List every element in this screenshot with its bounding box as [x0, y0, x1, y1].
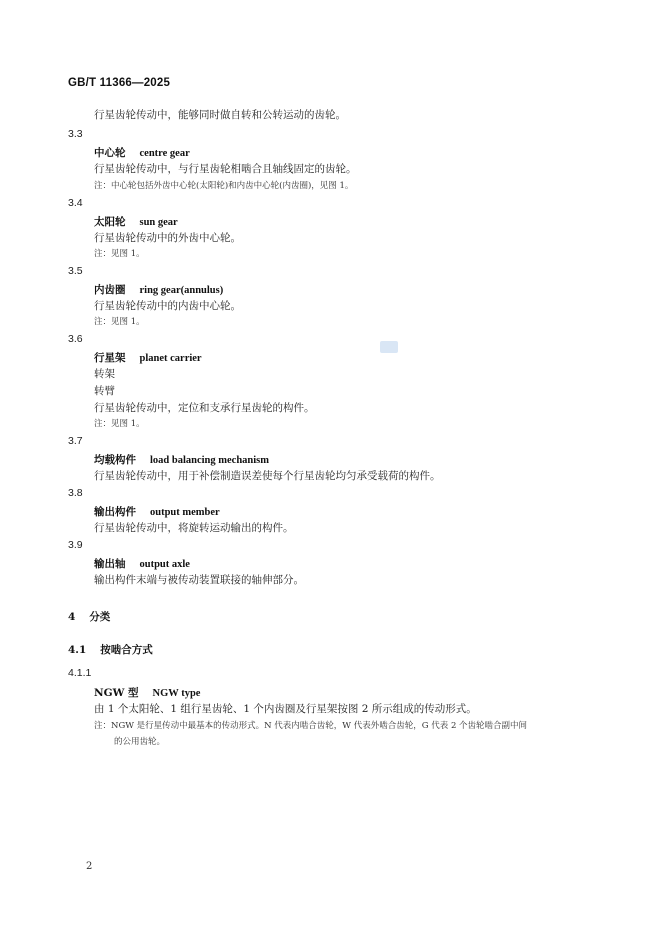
clause-number: 3.4	[68, 197, 83, 209]
term-en: output member	[150, 507, 220, 518]
section-title: 分类	[89, 611, 111, 623]
term-cn: 中心轮	[94, 147, 126, 159]
synonym-text: 转架	[94, 368, 115, 380]
synonym-text: 转臂	[94, 385, 115, 397]
note-text: 注：中心轮包括外齿中心轮(太阳轮)和内齿中心轮(内齿圈)，见图 1。	[94, 181, 354, 191]
section-number: 4.1	[68, 644, 87, 656]
definition-text: 行星齿轮传动中，用于补偿制造误差使每个行星齿轮均匀承受载荷的构件。	[94, 470, 441, 482]
term-cn: 行星架	[94, 352, 126, 364]
clause-number: 3.9	[68, 539, 83, 551]
section-title: 按啮合方式	[100, 644, 153, 656]
clause-number: 4.1.1	[68, 667, 92, 679]
definition-text: 行星齿轮传动中的外齿中心轮。	[94, 232, 241, 244]
term-heading	[94, 504, 220, 519]
clause-number: 3.7	[68, 435, 83, 447]
term-en: ring gear(annulus)	[139, 285, 224, 296]
clause-number: 3.3	[68, 128, 83, 140]
note-text-continued: 的公用齿轮。	[114, 737, 166, 747]
term-cn: 输出构件	[94, 506, 136, 518]
term-cn: 内齿圈	[94, 284, 126, 296]
section-heading	[68, 609, 110, 624]
term-cn: 太阳轮	[94, 216, 126, 228]
section-number: 4	[68, 611, 76, 623]
term-heading	[94, 350, 202, 365]
term-en: NGW type	[152, 688, 201, 699]
definition-text: 输出构件末端与被传动装置联接的轴伸部分。	[94, 574, 304, 586]
clause-number: 3.6	[68, 333, 83, 345]
term-en: load balancing mechanism	[150, 455, 270, 466]
term-cn: NGW 型	[94, 687, 139, 699]
term-heading	[94, 556, 190, 571]
note-text: 注：NGW 是行星传动中最基本的传动形式。N 代表内啮合齿轮，W 代表外啮合齿轮，G 代表 2 个齿轮啮合副中间	[94, 721, 528, 731]
term-heading	[94, 145, 190, 160]
term-en: output axle	[139, 559, 190, 570]
page-number: 2	[86, 861, 93, 872]
note-text: 注：见图 1。	[94, 419, 145, 429]
term-cn: 均载构件	[94, 454, 136, 466]
term-en: sun gear	[139, 217, 178, 228]
note-text: 注：见图 1。	[94, 317, 145, 327]
note-text: 注：见图 1。	[94, 249, 145, 259]
clause-number: 3.8	[68, 487, 83, 499]
term-heading	[94, 282, 223, 297]
watermark-mark	[380, 341, 398, 353]
clause-number: 3.5	[68, 265, 83, 277]
term-heading	[94, 452, 269, 467]
term-en: planet carrier	[139, 353, 202, 364]
definition-text: 行星齿轮传动中的内齿中心轮。	[94, 300, 241, 312]
term-heading	[94, 214, 178, 229]
definition-text: 行星齿轮传动中，能够同时做自转和公转运动的齿轮。	[94, 109, 346, 121]
subsection-heading	[68, 642, 153, 657]
definition-text: 行星齿轮传动中，将旋转运动输出的构件。	[94, 522, 294, 534]
standard-code: GB/T 11366—2025	[68, 77, 171, 89]
definition-text: 由 1 个太阳轮、1 组行星齿轮、1 个内齿圈及行星架按图 2 所示组成的传动形式。	[94, 703, 477, 715]
definition-text: 行星齿轮传动中，定位和支承行星齿轮的构件。	[94, 402, 315, 414]
term-en: centre gear	[139, 148, 190, 159]
term-cn: 输出轴	[94, 558, 126, 570]
term-heading	[94, 685, 200, 700]
definition-text: 行星齿轮传动中，与行星齿轮相啮合且轴线固定的齿轮。	[94, 163, 357, 175]
